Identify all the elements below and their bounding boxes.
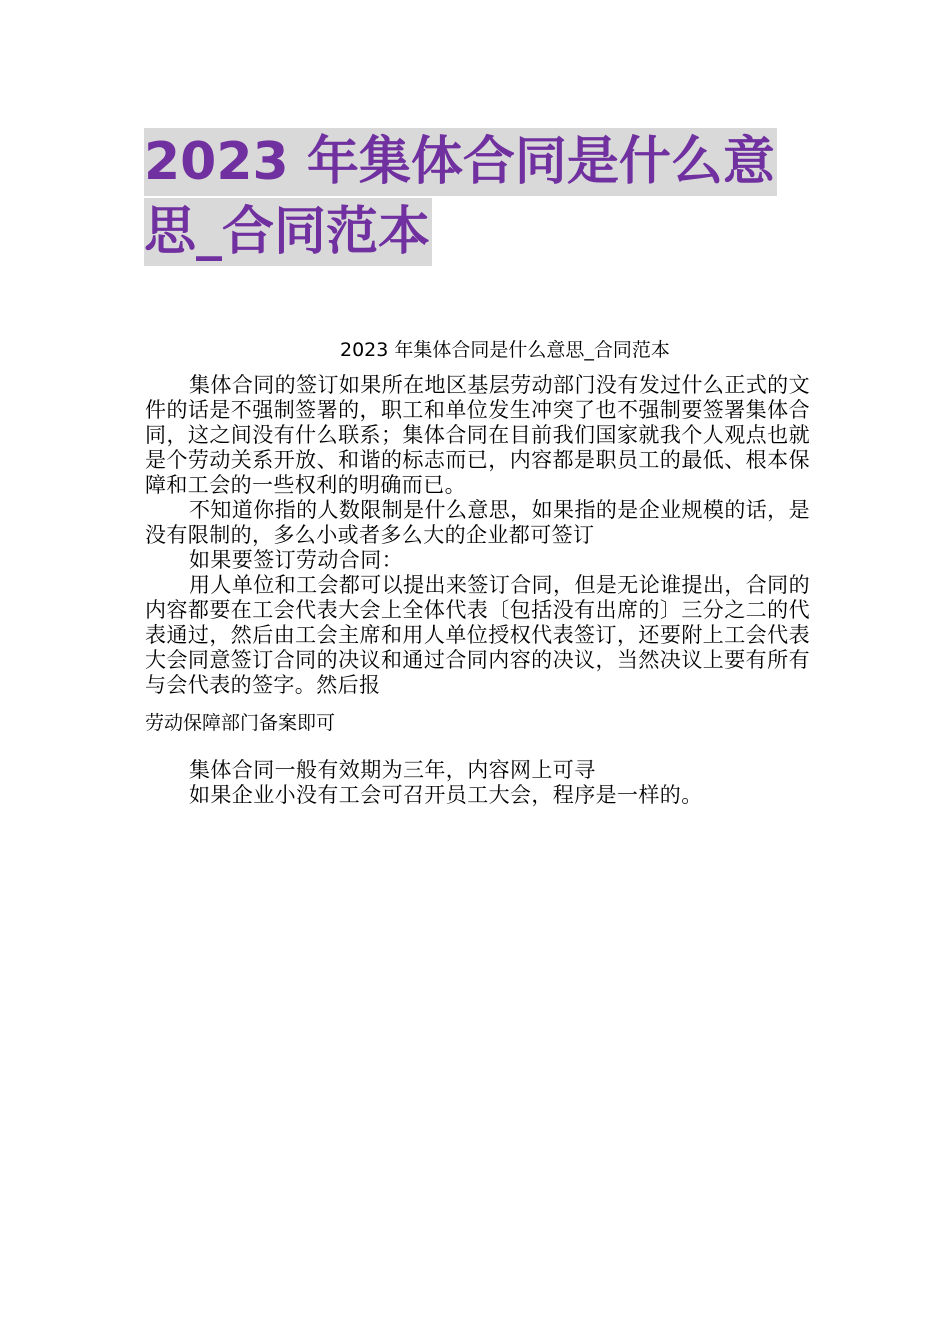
paragraph-6: 集体合同一般有效期为三年，内容网上可寻 — [189, 758, 596, 782]
paragraph-5: 劳动保障部门备案即可 — [145, 712, 336, 734]
paragraph-4: 用人单位和工会都可以提出来签订合同，但是无论谁提出，合同的内容都要在工会代表大会上全体代表〔包括没有出席的〕三分之二的代表通过，然后由工会主席和用人单位授权代表签订，还要附上工会代表大会同意签订合同的决议和通过合同内容的决议，当然决议上要有所有与会代表的签字。然后报 — [145, 573, 810, 697]
document-title — [144, 128, 814, 268]
paragraph-1: 集体合同的签订如果所在地区基层劳动部门没有发过什么正式的文件的话是不强制签署的，职工和单位发生冲突了也不强制要签署集体合同，这之间没有什么联系；集体合同在目前我们国家就我个人观点也就是个劳动关系开放、和谐的标志而已，内容都是职员工的最低、根本保障和工会的一些权利的明确而已。 — [145, 373, 810, 497]
title-line-1: 2023 年集体合同是什么意 — [144, 128, 777, 196]
document-subtitle: 2023 年集体合同是什么意思_合同范本 — [340, 339, 670, 361]
paragraph-7: 如果企业小没有工会可召开员工大会，程序是一样的。 — [189, 783, 703, 807]
paragraph-3: 如果要签订劳动合同： — [189, 548, 403, 572]
title-line-2: 思_合同范本 — [144, 198, 432, 266]
document-body — [145, 373, 810, 808]
paragraph-2: 不知道你指的人数限制是什么意思，如果指的是企业规模的话，是没有限制的，多么小或者多么大的企业都可签订 — [145, 498, 810, 547]
